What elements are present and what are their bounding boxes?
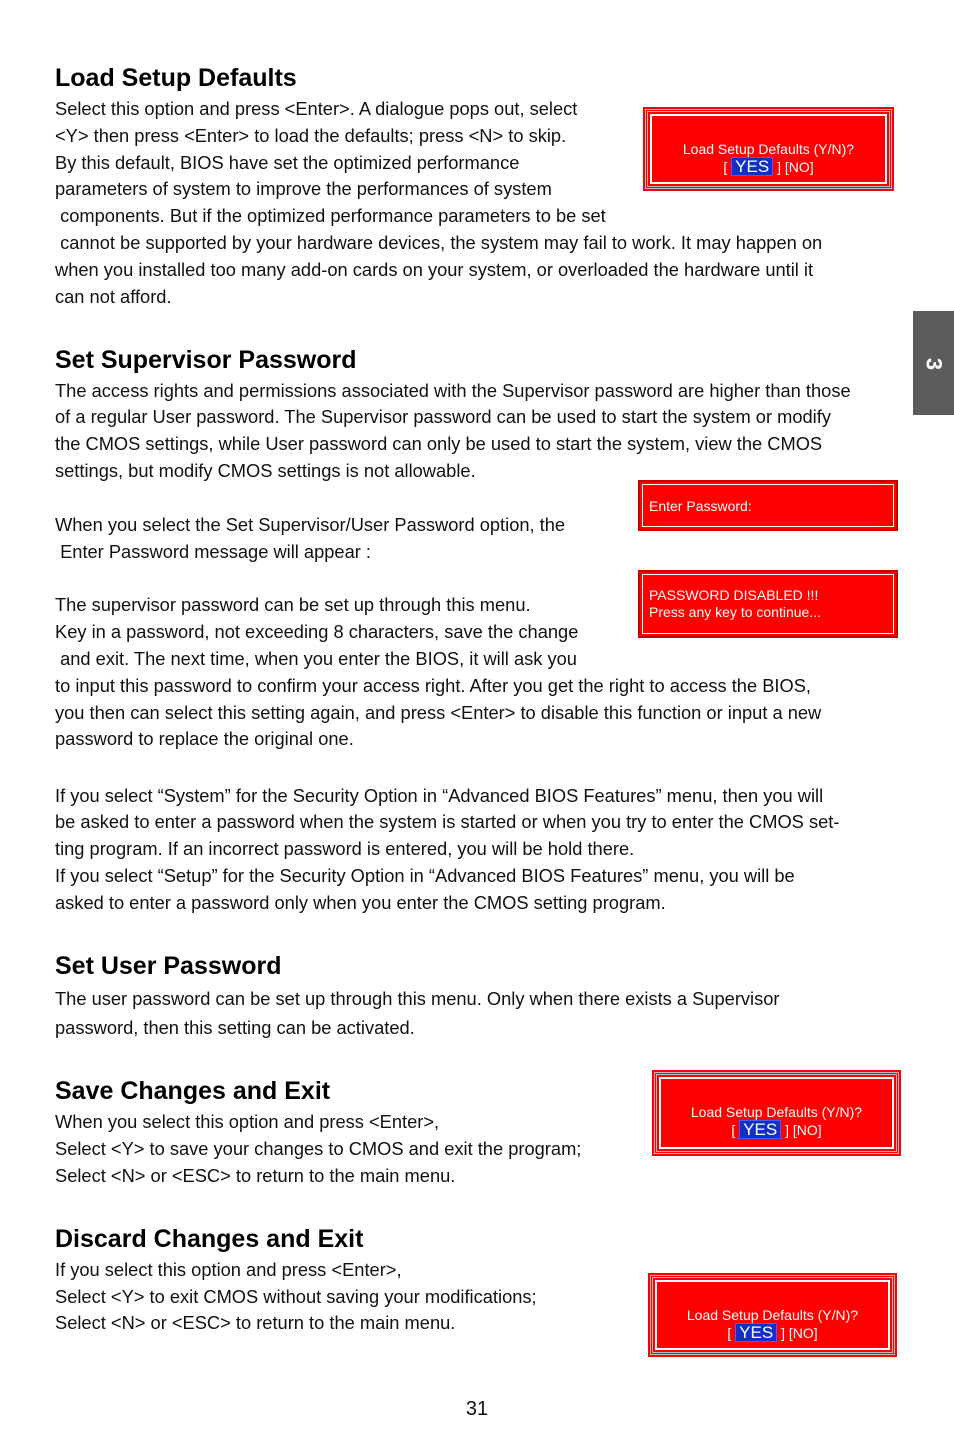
body-line: and exit. The next time, when you enter the BIOS, it will ask you [55,648,577,669]
body-line: Select <Y> to save your changes to CMOS and exit the program; [55,1138,582,1159]
body-line: By this default, BIOS have set the optimized performance [55,152,520,173]
load-defaults-dialog [645,109,892,189]
body-line: be asked to enter a password when the system is started or when you try to enter the CMOS set- [55,811,840,832]
dialog-options [657,1120,896,1139]
dialog-prompt: Load Setup Defaults (Y/N)? [690,1104,863,1120]
press-any-key-text: Press any key to continue... [649,604,821,620]
body-line: parameters of system to improve the performances of system [55,178,552,199]
body-line: If you select “Setup” for the Security Option in “Advanced BIOS Features” menu, you will be [55,865,795,886]
body-line: Key in a password, not exceeding 8 characters, save the change [55,621,579,642]
body-line: settings, but modify CMOS settings is not allowable. [55,460,476,481]
body-line: components. But if the optimized performance parameters to be set [55,205,606,226]
discard-exit-dialog [650,1275,895,1355]
password-disabled-dialog [638,570,898,638]
body-line: The supervisor password can be set up through this menu. [55,594,531,615]
body-line: Enter Password message will appear : [55,541,372,562]
bracket-open: [ [727,1325,732,1341]
enter-password-dialog [638,480,898,531]
body-line: If you select “System” for the Security Option in “Advanced BIOS Features” menu, then you will [55,785,824,806]
bracket-open: [ [723,159,728,175]
heading-set-supervisor-password: Set Supervisor Password [55,346,357,374]
heading-discard-changes-and-exit: Discard Changes and Exit [55,1225,364,1253]
yes-option[interactable]: YES [731,157,773,176]
yes-option[interactable]: YES [739,1120,781,1139]
body-line: If you select this option and press <Enter>, [55,1259,402,1280]
body-line: of a regular User password. The Supervisor password can be used to start the system or modify [55,406,831,427]
page-number: 31 [465,1398,489,1420]
heading-set-user-password: Set User Password [55,952,282,980]
dialog-prompt: Load Setup Defaults (Y/N)? [686,1307,859,1323]
dialog-prompt: Load Setup Defaults (Y/N)? [682,141,855,157]
body-line: Select <Y> to exit CMOS without saving your modifications; [55,1286,537,1307]
no-option[interactable]: ] [NO] [785,1122,822,1138]
body-line: cannot be supported by your hardware devices, the system may fail to work. It may happen on [55,232,823,253]
body-line: Select <N> or <ESC> to return to the main menu. [55,1312,456,1333]
yes-option[interactable]: YES [735,1323,777,1342]
body-line: to input this password to confirm your access right. After you get the right to access the BIOS, [55,675,811,696]
body-line: <Y> then press <Enter> to load the defaults; press <N> to skip. [55,125,567,146]
heading-save-changes-and-exit: Save Changes and Exit [55,1077,331,1105]
heading-load-setup-defaults: Load Setup Defaults [55,64,297,92]
chapter-tab-number: 3 [921,357,947,371]
bracket-open: [ [731,1122,736,1138]
body-line: when you installed too many add-on cards on your system, or overloaded the hardware until it [55,259,814,280]
body-line: The access rights and permissions associated with the Supervisor password are higher than those [55,380,851,401]
body-line: password to replace the original one. [55,728,354,749]
body-line: When you select this option and press <Enter>, [55,1111,440,1132]
body-line: The user password can be set up through this menu. Only when there exists a Supervisor [55,988,780,1009]
body-line: the CMOS settings, while User password can only be used to start the system, view the CMOS [55,433,823,454]
body-line: Select this option and press <Enter>. A dialogue pops out, select [55,98,578,119]
no-option[interactable]: ] [NO] [781,1325,818,1341]
body-line: you then can select this setting again, and press <Enter> to disable this function or input a new [55,702,822,723]
no-option[interactable]: ] [NO] [777,159,814,175]
enter-password-prompt: Enter Password: [649,498,752,514]
body-line: ting program. If an incorrect password is entered, you will be hold there. [55,838,635,859]
body-line: asked to enter a password only when you enter the CMOS setting program. [55,892,666,913]
body-line: Select <N> or <ESC> to return to the main menu. [55,1165,456,1186]
chapter-tab [913,311,954,415]
body-line: When you select the Set Supervisor/User Password option, the [55,514,566,535]
body-line: password, then this setting can be activated. [55,1017,415,1038]
body-line: can not afford. [55,286,172,307]
dialog-options [653,1323,892,1342]
save-exit-dialog [654,1072,899,1154]
dialog-options [648,157,889,176]
password-disabled-text: PASSWORD DISABLED !!! [649,587,819,603]
